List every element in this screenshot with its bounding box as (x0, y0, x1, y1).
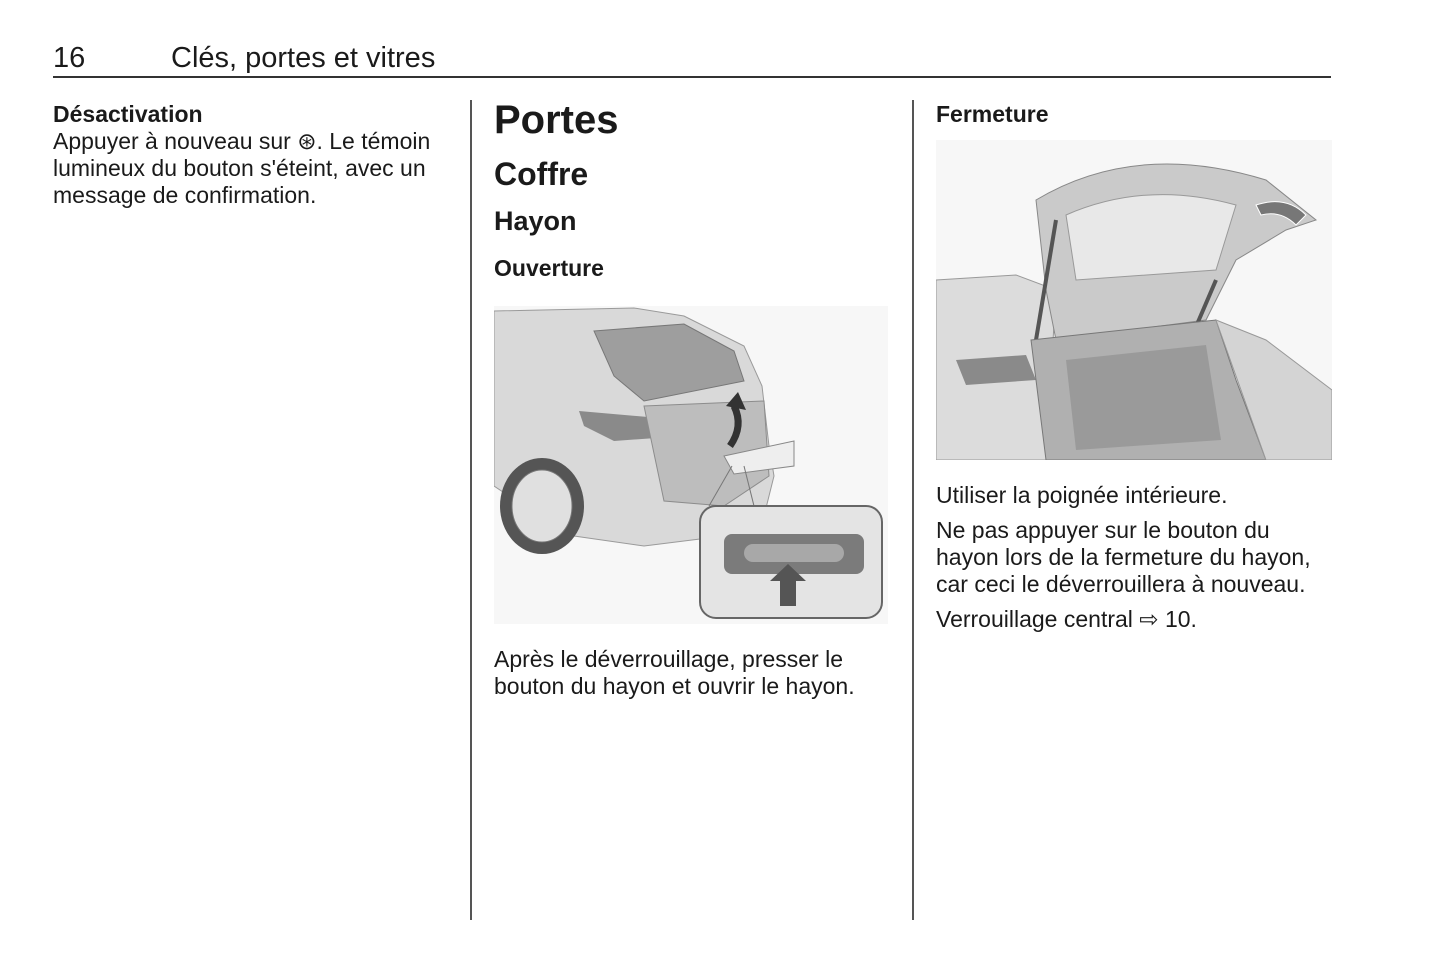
closing-text (936, 482, 1336, 633)
paragraph-line: bouton du hayon et ouvrir le hayon. (494, 673, 855, 699)
section-coffre: Coffre (494, 156, 589, 192)
middle-column (494, 98, 894, 282)
title-portes: Portes (494, 98, 619, 142)
tailgate-opening-illustration (494, 306, 888, 624)
paragraph-line: message de confirmation. (53, 182, 317, 208)
opening-text (494, 646, 894, 700)
closing-paragraph-2 (936, 517, 1336, 598)
page-number: 16 (53, 42, 86, 74)
paragraph-line: Après le déverrouillage, presser le (494, 646, 844, 672)
subheading-fermeture: Fermeture (936, 101, 1049, 127)
heading-desactivation: Désactivation (53, 101, 203, 127)
cross-ref-page[interactable]: 10. (1164, 606, 1197, 632)
chapter-title: Clés, portes et vitres (171, 42, 436, 74)
paragraph-line: hayon lors de la fermeture du hayon, (936, 544, 1311, 570)
paragraph-line: Appuyer à nouveau sur ⊛. Le témoin (53, 128, 431, 154)
arrow-right-icon: ⇨ (1139, 606, 1159, 632)
right-column-heading (936, 100, 1336, 128)
paragraph-line: Ne pas appuyer sur le bouton du (936, 517, 1270, 543)
opening-paragraph (494, 646, 894, 700)
cross-ref-text[interactable]: Verrouillage central (936, 606, 1133, 632)
subheading-ouverture: Ouverture (494, 255, 604, 281)
column-divider-left (470, 100, 472, 920)
column-divider-right (912, 100, 914, 920)
left-column (53, 100, 458, 209)
cross-reference[interactable] (936, 606, 1336, 633)
closing-paragraph-1: Utiliser la poignée intérieure. (936, 482, 1228, 508)
tailgate-closing-illustration (936, 140, 1332, 460)
paragraph-line: car ceci le déverrouillera à nouveau. (936, 571, 1306, 597)
desactivation-paragraph (53, 128, 458, 209)
subsection-hayon: Hayon (494, 206, 577, 236)
page-header (53, 40, 1331, 78)
paragraph-line: lumineux du bouton s'éteint, avec un (53, 155, 426, 181)
